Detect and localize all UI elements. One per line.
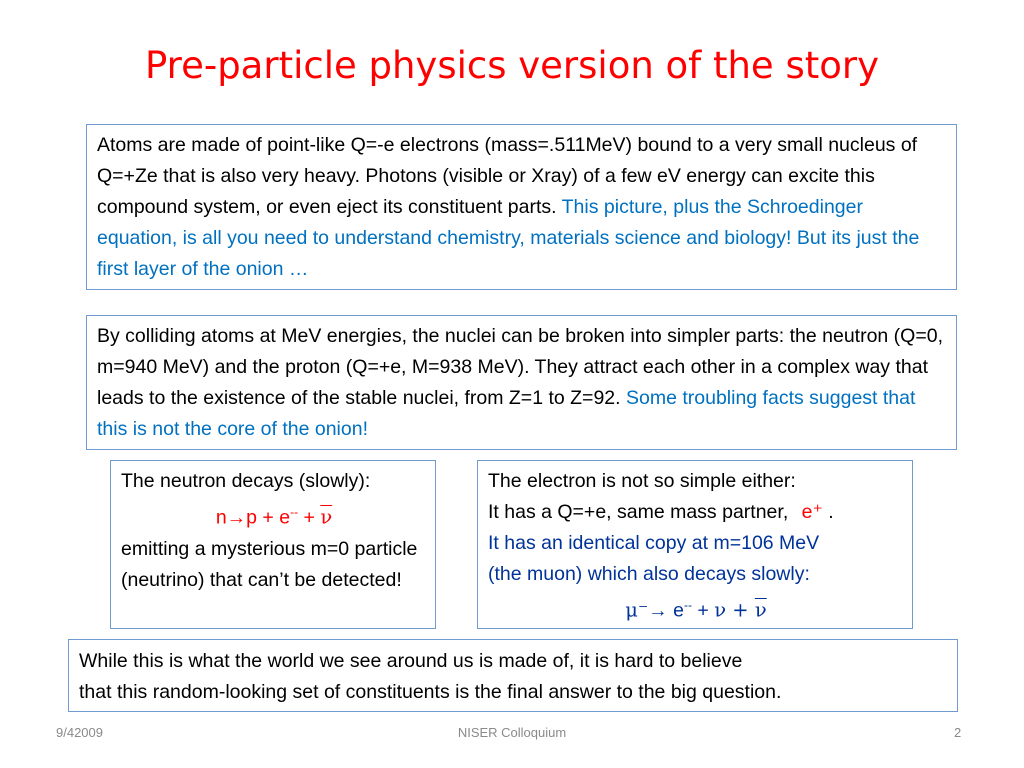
conclusion-line-1: While this is what the world we see around us is made of, it is hard to believe <box>79 650 743 672</box>
muon-eq-electron-sup: -- <box>684 598 693 612</box>
footer-title: NISER Colloquium <box>457 725 567 740</box>
muon-decay-equation <box>488 590 904 627</box>
muon-eq-plus: + <box>692 599 715 622</box>
muon-line-1: It has an identical copy at m=106 MeV <box>488 532 820 554</box>
atoms-box <box>86 124 957 290</box>
nuclei-text: By colliding atoms at MeV energies, the nuclei can be broken into simpler parts: the neutron (Q=0, m=940 MeV) and the proton (Q=+e, M=938 MeV). They attract each other in a complex way that leads to the existence of the stable nuclei, from Z=1 to Z=92. <box>97 325 943 409</box>
muon-antineutrino-symbol: $\overline{\nu}$ <box>754 598 767 622</box>
nuclei-box <box>86 315 957 450</box>
neutron-equation-main: n→p + e <box>215 506 291 529</box>
atoms-highlight: This picture, plus the Schroedinger equation, is all you need to understand chemistry, materials science and biology! But its just the first layer of the onion … <box>97 196 920 280</box>
antineutrino-symbol: $\overline{\nu}$ <box>320 505 333 529</box>
electron-charge-sup: -- <box>290 505 299 519</box>
neutron-equation-plus: + <box>298 506 321 529</box>
electron-box <box>477 460 913 629</box>
atoms-text: Atoms are made of point-like Q=-e electrons (mass=.511MeV) bound to a very small nucleus of Q=+Ze that is also very heavy. Photons (visible or Xray) of a few eV energy can excite this compound system, or even eject its constituent parts. <box>97 134 918 218</box>
footer-page-number: 2 <box>954 725 962 740</box>
neutron-decay-text: emitting a mysterious m=0 particle (neutrino) that can’t be detected! <box>121 537 418 591</box>
positron-symbol: e⁺ <box>801 501 823 523</box>
slide-title: Pre-particle physics version of the story <box>145 44 879 87</box>
electron-heading: The electron is not so simple either: <box>488 470 796 492</box>
conclusion-box <box>68 639 958 712</box>
muon-eq-arrow: → e <box>648 599 685 622</box>
nuclei-highlight: Some troubling facts suggest that this is not the core of the onion! <box>97 387 916 440</box>
neutron-decay-equation <box>121 497 427 534</box>
neutron-decay-box <box>110 460 436 629</box>
neutron-decay-heading: The neutron decays (slowly): <box>121 470 371 492</box>
footer-date: 9/42009 <box>56 725 103 740</box>
neutrino-symbol: ν <box>714 598 727 622</box>
conclusion-line-2: that this random-looking set of constituents is the final answer to the big question. <box>79 681 782 703</box>
electron-partner-end: . <box>828 501 834 523</box>
muon-line-2: (the muon) which also decays slowly: <box>488 563 810 585</box>
muon-eq-plus-2: + <box>726 598 755 622</box>
electron-partner-line <box>488 497 904 528</box>
electron-partner-text: It has a Q=+e, same mass partner, <box>488 501 789 523</box>
muon-symbol: μ⁻ <box>625 598 649 622</box>
